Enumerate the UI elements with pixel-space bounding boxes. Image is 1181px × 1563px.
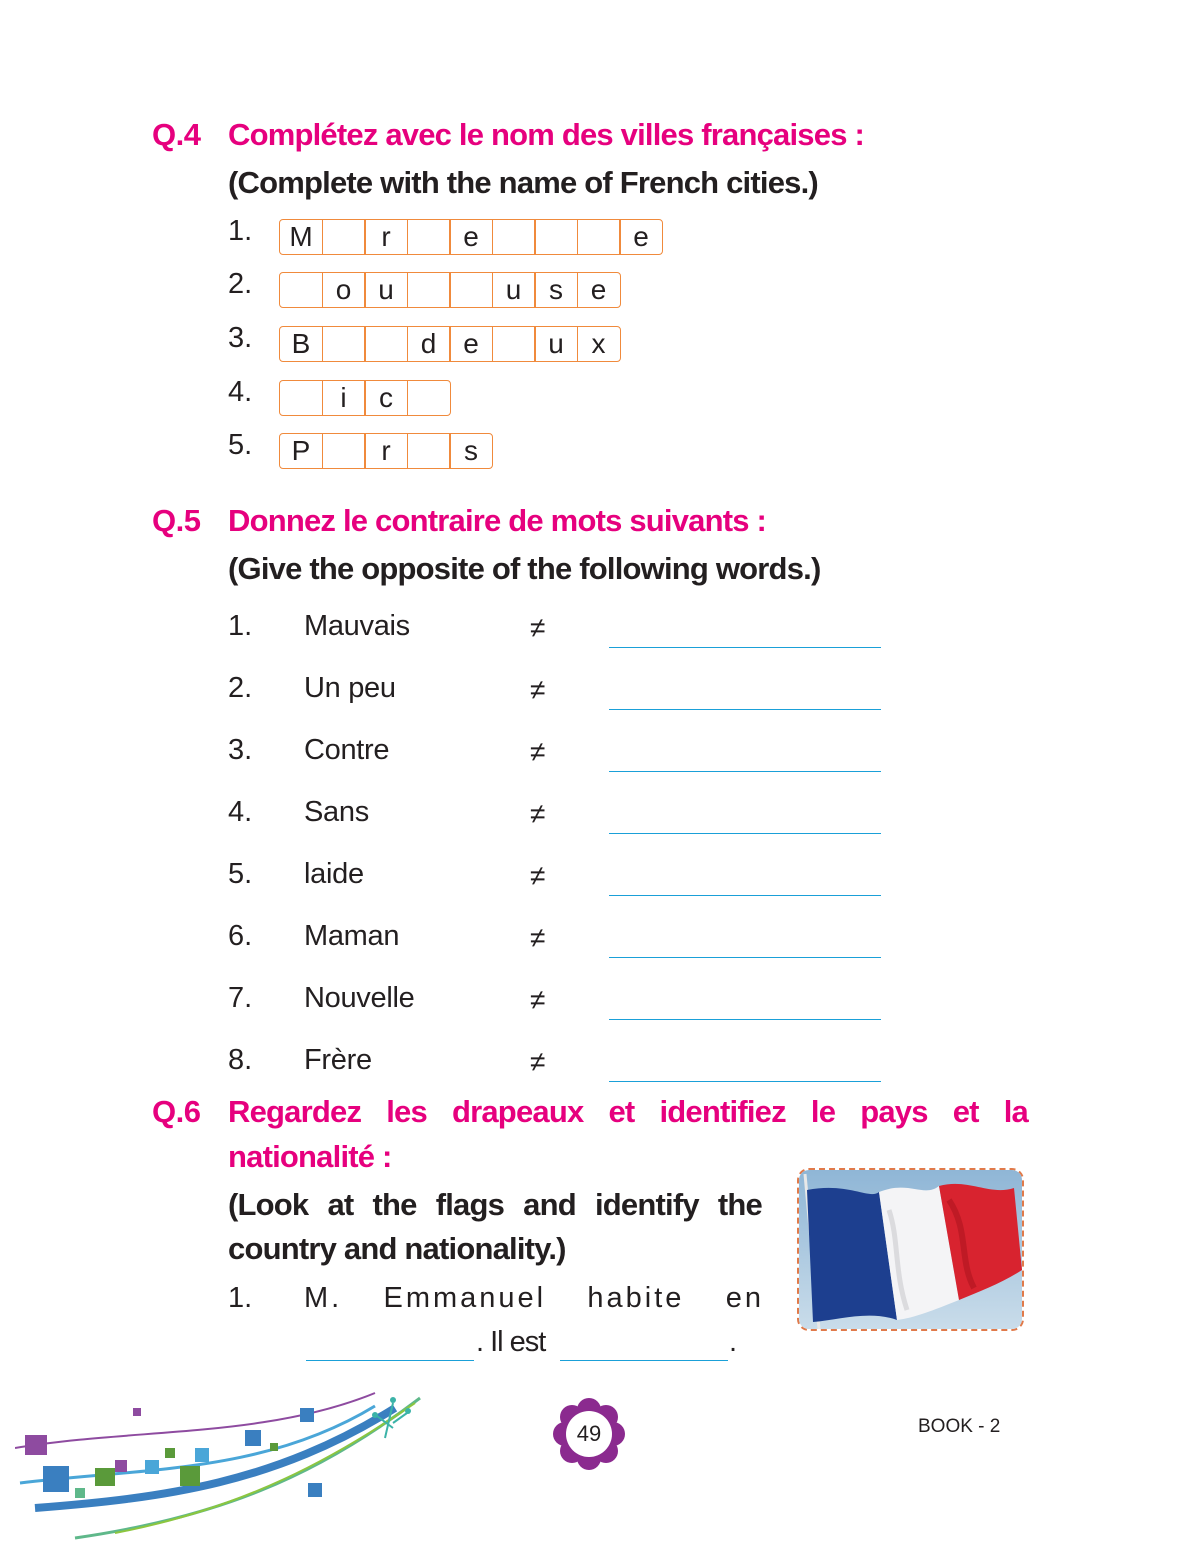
page-number: 49 <box>576 1421 602 1446</box>
empty-letter-box[interactable] <box>407 272 451 308</box>
empty-letter-box[interactable] <box>407 380 451 416</box>
q5-item-number: 3. <box>228 734 253 766</box>
q6-answer-line-nationality[interactable] <box>560 1360 728 1361</box>
q6-title-fr-line2: nationalité : <box>228 1139 392 1174</box>
letter-box: M <box>279 219 323 255</box>
q4-letter-row <box>279 380 451 416</box>
q5-answer-line[interactable] <box>609 1081 881 1082</box>
q4-title-fr: Complétez avec le nom des villes françaises : <box>228 117 864 152</box>
q6-sentence-end: . <box>729 1326 738 1358</box>
empty-letter-box[interactable] <box>322 219 366 255</box>
letter-box: o <box>322 272 366 308</box>
not-equal-icon: ≠ <box>530 612 546 643</box>
empty-letter-box[interactable] <box>577 219 621 255</box>
book-label: BOOK - 2 <box>918 1416 1001 1437</box>
letter-box: u <box>492 272 536 308</box>
empty-letter-box[interactable] <box>279 380 323 416</box>
q5-word: Mauvais <box>304 610 410 642</box>
page-number-badge <box>553 1398 625 1470</box>
letter-box: d <box>407 326 451 362</box>
q5-item-number: 6. <box>228 920 253 952</box>
q5-word: laide <box>304 858 364 890</box>
q5-title-fr: Donnez le contraire de mots suivants : <box>228 503 767 538</box>
letter-box: c <box>364 380 408 416</box>
not-equal-icon: ≠ <box>530 860 546 891</box>
q4-item-number: 4. <box>228 376 253 408</box>
empty-letter-box[interactable] <box>322 326 366 362</box>
q5-answer-line[interactable] <box>609 709 881 710</box>
q5-word: Frère <box>304 1044 372 1076</box>
decorative-swirl-graphic <box>15 1388 425 1543</box>
q5-item-number: 4. <box>228 796 253 828</box>
empty-letter-box[interactable] <box>407 219 451 255</box>
q4-item-number: 2. <box>228 268 253 300</box>
q5-word: Maman <box>304 920 400 952</box>
letter-box: P <box>279 433 323 469</box>
q4-letter-row <box>279 219 663 255</box>
q6-item-number: 1. <box>228 1282 253 1314</box>
empty-letter-box[interactable] <box>407 433 451 469</box>
q6-title-fr-line1: Regardez les drapeaux et identifiez le pays et la <box>228 1094 1028 1129</box>
letter-box: i <box>322 380 366 416</box>
q5-word: Contre <box>304 734 390 766</box>
letter-box: u <box>364 272 408 308</box>
letter-box: e <box>577 272 621 308</box>
q6-title-en-line1: (Look at the flags and identify the <box>228 1187 762 1222</box>
letter-box: s <box>449 433 493 469</box>
q5-word: Sans <box>304 796 369 828</box>
not-equal-icon: ≠ <box>530 922 546 953</box>
q5-answer-line[interactable] <box>609 771 881 772</box>
letter-box: e <box>449 326 493 362</box>
q5-item-number: 7. <box>228 982 253 1014</box>
q4-item-number: 1. <box>228 215 253 247</box>
empty-letter-box[interactable] <box>492 219 536 255</box>
q5-number: Q.5 <box>152 503 201 538</box>
empty-letter-box[interactable] <box>534 219 578 255</box>
q5-answer-line[interactable] <box>609 895 881 896</box>
letter-box: u <box>534 326 578 362</box>
q4-letter-row <box>279 433 493 469</box>
france-flag-icon <box>797 1168 1024 1331</box>
q4-letter-row <box>279 272 621 308</box>
q5-answer-line[interactable] <box>609 957 881 958</box>
letter-box: r <box>364 219 408 255</box>
q5-item-number: 2. <box>228 672 253 704</box>
q6-sentence-part2: . Il est <box>476 1326 546 1358</box>
not-equal-icon: ≠ <box>530 674 546 705</box>
not-equal-icon: ≠ <box>530 984 546 1015</box>
not-equal-icon: ≠ <box>530 736 546 767</box>
q4-title-en: (Complete with the name of French cities.) <box>228 165 818 200</box>
q6-sentence-part1: M. Emmanuel habite en <box>304 1282 764 1314</box>
not-equal-icon: ≠ <box>530 1046 546 1077</box>
q6-title-en-line2: country and nationality.) <box>228 1231 566 1266</box>
q5-answer-line[interactable] <box>609 647 881 648</box>
empty-letter-box[interactable] <box>279 272 323 308</box>
empty-letter-box[interactable] <box>492 326 536 362</box>
q4-letter-row <box>279 326 621 362</box>
letter-box: e <box>449 219 493 255</box>
q4-item-number: 5. <box>228 429 253 461</box>
letter-box: B <box>279 326 323 362</box>
q5-item-number: 1. <box>228 610 253 642</box>
q5-word: Nouvelle <box>304 982 415 1014</box>
not-equal-icon: ≠ <box>530 798 546 829</box>
q6-number: Q.6 <box>152 1094 201 1129</box>
q5-answer-line[interactable] <box>609 1019 881 1020</box>
empty-letter-box[interactable] <box>364 326 408 362</box>
q6-answer-line-country[interactable] <box>306 1360 474 1361</box>
q5-title-en: (Give the opposite of the following words.) <box>228 551 821 586</box>
letter-box: x <box>577 326 621 362</box>
q5-item-number: 5. <box>228 858 253 890</box>
empty-letter-box[interactable] <box>449 272 493 308</box>
q5-word: Un peu <box>304 672 396 704</box>
letter-box: s <box>534 272 578 308</box>
q5-item-number: 8. <box>228 1044 253 1076</box>
empty-letter-box[interactable] <box>322 433 366 469</box>
q4-number: Q.4 <box>152 117 201 152</box>
q5-answer-line[interactable] <box>609 833 881 834</box>
q4-item-number: 3. <box>228 322 253 354</box>
letter-box: r <box>364 433 408 469</box>
letter-box: e <box>619 219 663 255</box>
